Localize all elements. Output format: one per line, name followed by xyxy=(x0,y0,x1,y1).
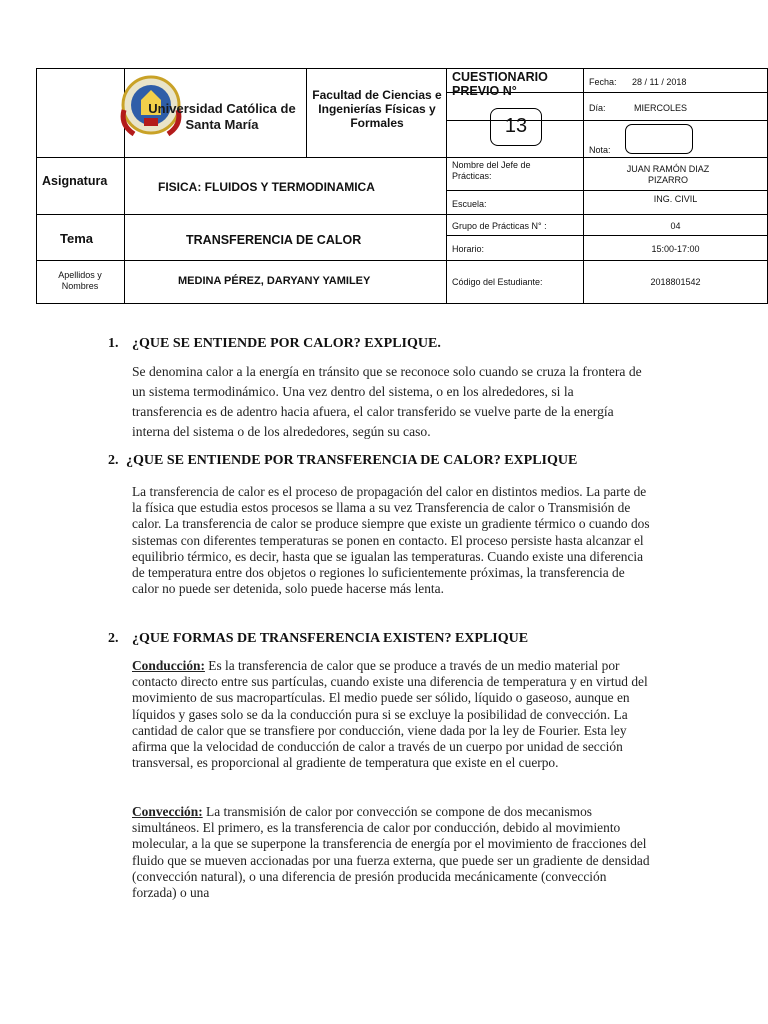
horario-label: Horario: xyxy=(452,244,485,254)
apellidos-value: MEDINA PÉREZ, DARYANY YAMILEY xyxy=(178,275,371,287)
nota-label: Nota: xyxy=(589,145,611,155)
section-2-paragraph: La transferencia de calor es el proceso de propagación del calor en distintos medios. La parte de la física que estudia estos procesos se llama a su vez Transferencia de calor o Transmisión de calor. La transferencia de calor se produce siempre que existe un gradiente térmico o cuando dos sistemas con diferentes temperaturas se ponen en contacto. El proceso persiste hasta alcanzar el equilibrio térmico, es decir, hasta que se igualan las temperaturas. Cuando existe una diferencia de temperatura entre dos objetos o regiones lo suficientemente próximas, la transferencia de calor no puede ser detenida, solo puede hacerse más lenta. xyxy=(132,484,650,597)
dia-label: Día: xyxy=(589,103,606,113)
faculty-name: Facultad de Ciencias e Ingenierías Físicas y Formales xyxy=(312,88,442,130)
university-name xyxy=(136,101,308,133)
row-divider xyxy=(36,157,768,158)
university-name-line1: Universidad Católica de xyxy=(148,101,296,116)
asignatura-label: Asignatura xyxy=(42,174,108,188)
escuela-label: Escuela: xyxy=(452,199,487,209)
col-divider xyxy=(124,157,125,304)
codigo-label: Código del Estudiante: xyxy=(452,277,543,287)
fecha-label: Fecha: xyxy=(589,77,617,87)
cuestionario-title-line1: CUESTIONARIO xyxy=(452,70,548,84)
col-divider xyxy=(583,68,584,304)
row-divider xyxy=(446,190,768,191)
tema-value: TRANSFERENCIA DE CALOR xyxy=(186,233,362,247)
section-3-number: 2. xyxy=(108,631,119,646)
dia-value: MIERCOLES xyxy=(634,103,688,113)
conduccion-paragraph xyxy=(132,658,657,771)
nota-box xyxy=(625,124,693,154)
asignatura-value: FISICA: FLUIDOS Y TERMODINAMICA xyxy=(158,180,375,194)
conveccion-text: La transmisión de calor por convección se compone de dos mecanismos simultáneos. El primero, es la transferencia de calor por conducción, debido al movimiento molecular, a la que se superpone la transferencia de energía por el movimiento de fracciones del fluido que se mueven accionadas por una fuerza externa, que puede ser un gradiente de densidad (convección natural), o una diferencia de presión producida mecánicamente (convección forzada) o una xyxy=(132,804,650,901)
conveccion-paragraph xyxy=(132,804,654,901)
jefe-value: JUAN RAMÓN DIAZ PIZARRO xyxy=(626,164,710,185)
grupo-value: 04 xyxy=(670,221,681,231)
tema-label: Tema xyxy=(60,231,93,246)
section-2-number: 2. xyxy=(108,453,119,468)
university-name-line2: Santa María xyxy=(185,117,259,132)
section-1-number: 1. xyxy=(108,336,119,351)
section-2-title: ¿QUE SE ENTIENDE POR TRANSFERENCIA DE CALOR? EXPLIQUE xyxy=(126,453,578,468)
codigo-value: 2018801542 xyxy=(650,277,701,287)
section-1-paragraph: Se denomina calor a la energía en tránsito que se reconoce solo cuando se cruza la frontera de un sistema termodinámico. Una vez dentro del sistema, o en los alrededores, si la transferencia es de adentro hacia afuera, el calor transferido se vuelve parte de la energía interna del sistema o de los alrededores, según su caso. xyxy=(132,364,642,439)
col-divider xyxy=(446,68,447,304)
grupo-label: Grupo de Prácticas N° : xyxy=(452,221,547,231)
row-divider xyxy=(446,235,768,236)
cuestionario-title xyxy=(452,70,548,98)
section-3-title: ¿QUE FORMAS DE TRANSFERENCIA EXISTEN? EXPLIQUE xyxy=(132,631,529,646)
cuestionario-number: 13 xyxy=(504,115,528,137)
section-1-title: ¿QUE SE ENTIENDE POR CALOR? EXPLIQUE. xyxy=(132,336,441,351)
conveccion-term: Convección: xyxy=(132,804,203,819)
header-table xyxy=(36,68,768,304)
conduccion-text: Es la transferencia de calor que se produce a través de un medio material por contacto directo entre sus partículas, cuando existe una diferencia de temperatura y en virtud del movimiento de sus macropartículas. El medio puede ser sólido, líquido o gaseoso, aunque en líquidos y gases solo se da la conducción pura si se excluye la posibilidad de convección. La cantidad de calor que se transfiere por conducción, viene dada por la ley de Fourier. Esta ley afirma que la velocidad de conducción de calor a través de un cuerpo por unidad de sección transversal, es proporcional al gradiente de temperatura que existe en el cuerpo. xyxy=(132,658,648,771)
jefe-label: Nombre del Jefe de Prácticas: xyxy=(452,160,531,181)
cuestionario-title-line2: PREVIO N° xyxy=(452,84,517,98)
apellidos-label: Apellidos y Nombres xyxy=(58,270,102,291)
row-divider xyxy=(36,214,768,215)
fecha-value: 28 / 11 / 2018 xyxy=(632,77,687,87)
conduccion-term: Conducción: xyxy=(132,658,205,673)
row-divider xyxy=(36,260,768,261)
escuela-value: ING. CIVIL xyxy=(653,194,698,204)
horario-value: 15:00-17:00 xyxy=(651,244,700,254)
